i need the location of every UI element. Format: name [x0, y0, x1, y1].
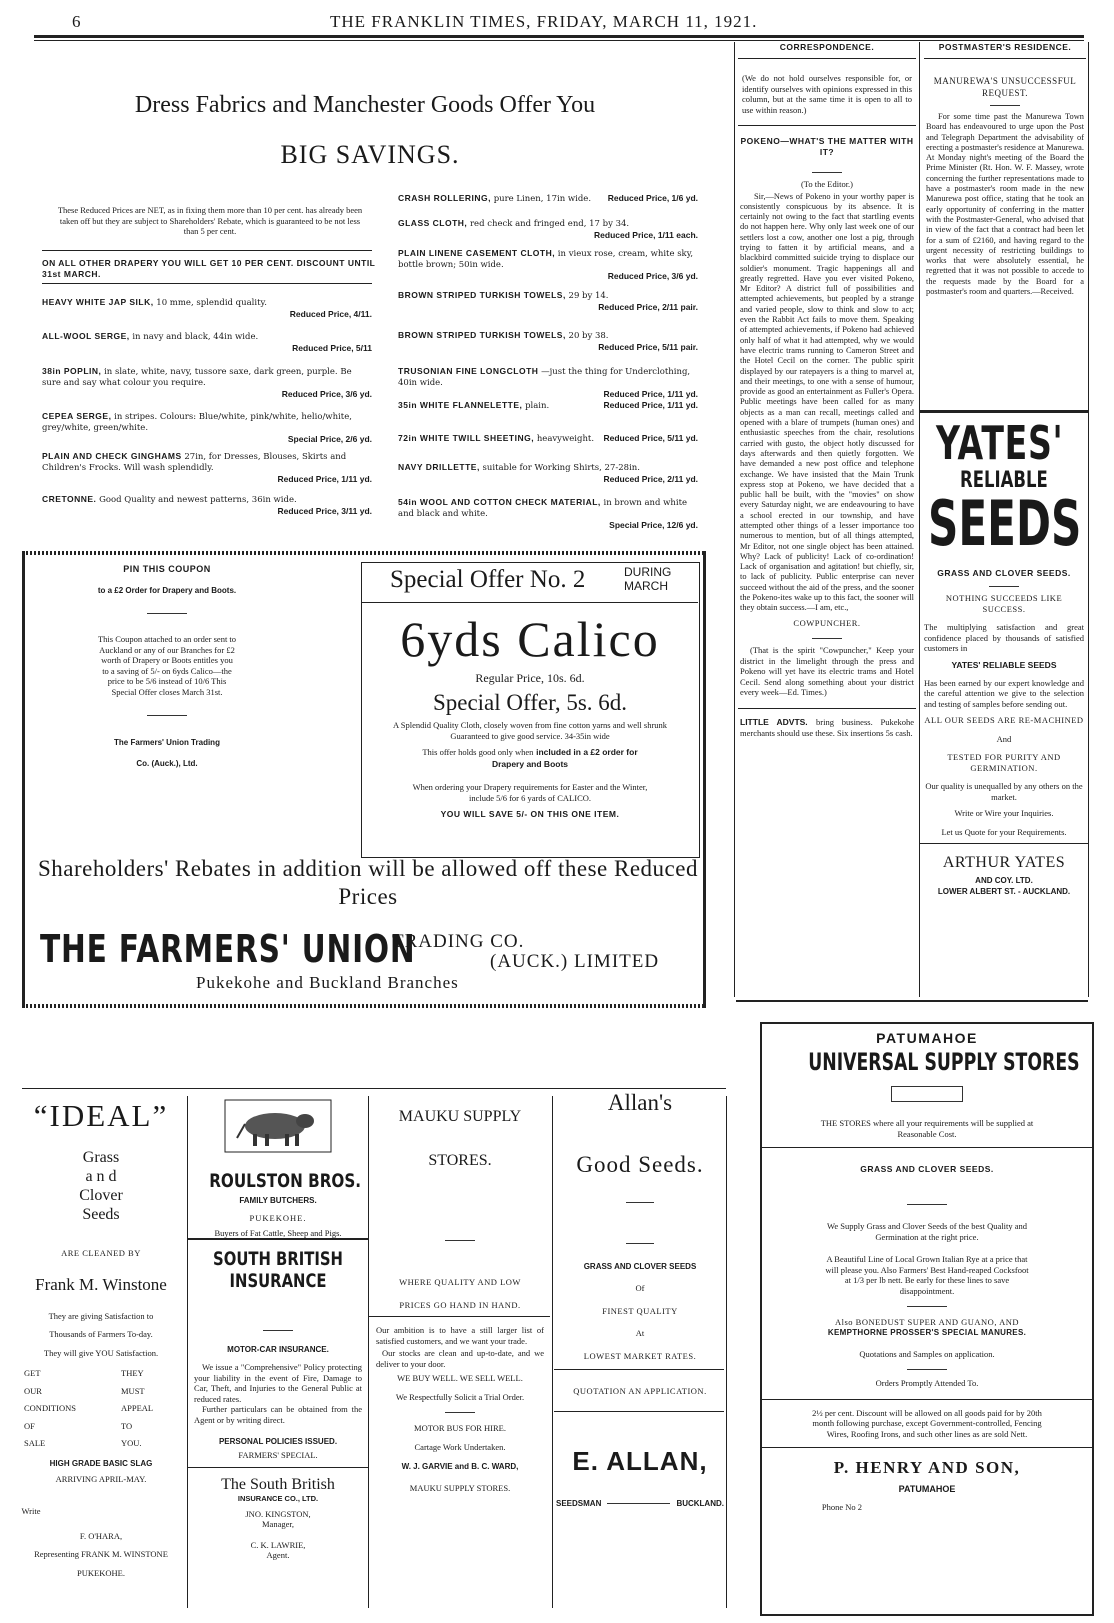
regular-price: Regular Price, 10s. 6d. — [475, 671, 585, 685]
testimonial-line: They will give YOU Satisfaction. — [43, 1347, 159, 1358]
correspondence-heading: CORRESPONDENCE. — [779, 42, 875, 52]
ordering-text: When ordering your Drapery requirements for Easter and the Winter, include 5/6 for 6 yards of CALICO. — [412, 782, 648, 803]
divider — [445, 1240, 475, 1241]
column-rule — [734, 42, 735, 997]
list-item: BROWN STRIPED TURKISH TOWELS, 29 by 14. Reduced Price, 2/11 pair. — [398, 290, 698, 312]
offer-description: A Splendid Quality Cloth, closely woven from fine cotton yarns and well shrunk Guaranteed to give good service. 34-35in wide — [392, 720, 668, 741]
grid-word: YOU. — [121, 1438, 142, 1448]
supply-text: We Supply Grass and Clover Seeds of the best Quality and Germination at the right price. — [827, 1221, 1027, 1242]
yates-logo-line1: YATES' — [936, 416, 1064, 470]
divider — [42, 283, 372, 284]
list-item: CRASH ROLLERING, pure Linen, 17in wide. Reduced Price, 1/6 yd. — [398, 193, 698, 204]
insurance-co: INSURANCE CO., LTD. — [237, 1493, 319, 1503]
holds-text-bold: included in a £2 order for — [536, 747, 638, 757]
winstone-name: Frank M. Winstone — [35, 1274, 167, 1294]
patumahoe-ad — [762, 1030, 1092, 1513]
yates-brand: YATES' RELIABLE SEEDS — [951, 659, 1057, 670]
right-item-list — [398, 193, 698, 530]
kempthorne-text: KEMPTHORNE PROSSER'S SPECIAL MANURES. — [827, 1327, 1027, 1337]
divider — [920, 410, 1088, 413]
masthead-rule-thin — [34, 40, 1084, 41]
divider — [907, 1369, 947, 1370]
divider — [147, 613, 187, 614]
divider — [762, 1447, 1092, 1448]
divider — [626, 1202, 654, 1203]
divider — [362, 602, 698, 603]
personal-policies: PERSONAL POLICIES ISSUED. — [218, 1437, 338, 1446]
roulston-trade: FAMILY BUTCHERS. — [239, 1196, 317, 1205]
seedsman: SEEDSMAN — [556, 1498, 602, 1508]
list-item: NAVY DRILLETTE, suitable for Working Shirts, 27-28in. Reduced Price, 2/11 yd. — [398, 462, 698, 484]
divider — [147, 715, 187, 716]
list-item: BROWN STRIPED TURKISH TOWELS, 20 by 38. Reduced Price, 5/11 pair. — [398, 330, 698, 352]
coupon — [42, 564, 292, 846]
divider — [736, 1000, 1088, 1002]
disclaimer: (We do not hold ourselves responsible for, or identify ourselves with opinions expressed in this column, but at the same time it is open to all to use within reason.) — [742, 73, 912, 115]
list-item: CRETONNE. Good Quality and newest patterns, 36in wide. Reduced Price, 3/11 yd. — [42, 494, 372, 516]
roulston-ad — [192, 1098, 364, 1238]
list-item: 54in WOOL AND COTTON CHECK MATERIAL, in brown and white and black and white. Special Price, 12/6 yd. — [398, 497, 698, 530]
list-item: CEPEA SERGE, in stripes. Colours: Blue/white, pink/white, helio/white, grey/white, green/white. Special Price, 2/6 yd. — [42, 411, 372, 444]
calico-heading: 6yds Calico — [400, 611, 660, 667]
postmaster-subheading: MANUREWA'S UNSUCCESSFUL REQUEST. — [933, 76, 1077, 98]
divider — [920, 843, 1088, 844]
list-item: 35in WHITE FLANNELETTE, plain. Reduced Price, 1/11 yd. — [398, 400, 698, 411]
testimonial-line: Thousands of Farmers To-day. — [49, 1329, 153, 1339]
grid-word: OUR — [24, 1385, 42, 1396]
manager-name: JNO. KINGSTON, — [245, 1508, 311, 1519]
multiplying-text: The multiplying satisfaction and great confidence placed by thousands of satisfied customers in — [924, 622, 1084, 653]
divider — [738, 125, 916, 126]
list-item: 38in POPLIN, in slate, white, navy, tussore saxe, dark green, purple. Be sure and say what colour you require. Reduced Price, 3/6 yd. — [42, 366, 372, 399]
ideal-place: PUKEKOHE. — [77, 1567, 125, 1578]
grid-word: THEY — [121, 1368, 144, 1378]
coupon-signature: The Farmers' Union Trading — [114, 738, 220, 747]
allan-at: At — [635, 1328, 645, 1338]
grid-word: SALE — [24, 1438, 46, 1448]
insurance-body: We issue a "Comprehensive" Policy protecting your liability in the event of Fire, Damage to Car, Theft, and Injuries to the General Public at reduced rates. — [194, 1362, 362, 1404]
allan-finest: FINEST QUALITY — [602, 1305, 678, 1316]
where-line: PRICES GO HAND IN HAND. — [399, 1299, 521, 1310]
write-text: Write — [21, 1506, 41, 1516]
divider — [924, 58, 1086, 59]
ornament — [891, 1086, 963, 1102]
henry-name: P. HENRY AND SON, — [833, 1458, 1021, 1477]
yates-grass-heading: GRASS AND CLOVER SEEDS. — [937, 568, 1071, 578]
column-rule — [726, 1096, 727, 1608]
motor-heading: MOTOR-CAR INSURANCE. — [227, 1345, 329, 1354]
left-item-list — [42, 297, 372, 520]
divider — [907, 1204, 947, 1205]
quality-text: Our quality is unequalled by any others on the market. — [925, 781, 1083, 802]
ideal-ad — [16, 1098, 186, 1578]
stocks-text: Our stocks are clean and up-to-date, and we deliver to your door. — [376, 1348, 544, 1369]
divider — [368, 1316, 550, 1317]
cartage-text: Cartage Work Undertaken. — [414, 1441, 506, 1452]
discount-text: ON ALL OTHER DRAPERY YOU WILL GET 10 PER CENT. DISCOUNT UNTIL 31st MARCH. — [42, 258, 376, 279]
to-editor: (To the Editor.) — [800, 179, 854, 189]
henry-place: PATUMAHOE — [898, 1484, 956, 1494]
masthead-title: THE FRANKLIN TIMES, FRIDAY, MARCH 11, 1921. — [330, 12, 758, 31]
little-advts-heading: LITTLE ADVTS. — [740, 716, 808, 727]
list-item: ALL-WOOL SERGE, in navy and black, 44in wide. Reduced Price, 5/11 — [42, 331, 372, 353]
patumahoe-title: PATUMAHOE — [876, 1030, 978, 1046]
ideal-grid — [24, 1368, 182, 1449]
little-advts-body: bring business. Pukekohe merchants should use these. Six insertions 5s cash. — [740, 716, 914, 739]
grid-word: MUST — [121, 1385, 145, 1396]
holds-text: This offer holds good only when — [422, 747, 534, 757]
remachined-text: ALL OUR SEEDS ARE RE-MACHINED — [924, 715, 1084, 725]
masthead — [30, 6, 1100, 31]
universal-supply-stores: UNIVERSAL SUPPLY STORES — [808, 1048, 1080, 1076]
italian-rye-text: A Beautiful Line of Local Grown Italian Rye at a price that will please you. Also Farmers' Best Hand-reaped Cocksfoot at 1/3 per lb nett. Be early for these lines to save disappointment. — [825, 1254, 1029, 1296]
agent-name: C. K. LAWRIE, — [250, 1539, 306, 1550]
ohara-name: F. O'HARA, — [79, 1530, 123, 1541]
yates-ad — [920, 418, 1088, 896]
list-item: PLAIN LINENE CASEMENT CLOTH, in vieux rose, cream, white sky, bottle brown; 50in wide. Reduced Price, 3/6 yd. — [398, 248, 698, 281]
divider — [22, 1088, 726, 1089]
stores-intro: THE STORES where all your requirements will be supplied at Reasonable Cost. — [820, 1118, 1034, 1139]
ideal-line: Clover — [79, 1187, 123, 1204]
yates-address: LOWER ALBERT ST. - AUCKLAND. — [937, 887, 1071, 896]
allan-name: E. ALLAN, — [572, 1445, 708, 1476]
save-text: YOU WILL SAVE 5/- ON THIS ONE ITEM. — [440, 809, 620, 819]
column-rule — [552, 1096, 553, 1608]
arriving-text: ARRIVING APRIL-MAY. — [55, 1473, 147, 1484]
branches: Pukekohe and Buckland Branches — [196, 973, 459, 992]
border-left — [22, 551, 25, 1008]
intro-text: These Reduced Prices are NET, as in fixing them more than 10 per cent. has already been taken off but they are subject to Shareholders' Rebate, which is guaranteed to be not less than 5 per cent. — [57, 205, 363, 236]
buy-sell-text: WE BUY WELL. WE SELL WELL. — [397, 1373, 523, 1383]
editor-note: (That is the spirit "Cowpuncher," Keep your district in the limelight through the press and Pokeno will yet have its electric trams and Hotel Cecil. Send along something about your district every week—Ed. Times.) — [740, 645, 914, 698]
cleaned-by: ARE CLEANED BY — [61, 1248, 141, 1258]
special-offer — [362, 564, 698, 819]
coupon-body: This Coupon attached to an order sent to Auckland or any of our Branches for £2 worth of Drapery or Boots entitles you to a saving of 5/- on 6yds Calico—the price to be 5/6 instead of 10/6 This Special Offer closes March 31st. — [97, 634, 237, 697]
buckland: BUCKLAND. — [676, 1498, 724, 1508]
roulston-name: ROULSTON BROS. — [209, 1170, 362, 1192]
allan-lowest: LOWEST MARKET RATES. — [583, 1350, 697, 1361]
grid-word: TO — [121, 1420, 133, 1431]
column-rule — [368, 1096, 369, 1608]
representing: Representing FRANK M. WINSTONE — [34, 1549, 168, 1559]
quote-text: Let us Quote for your Requirements. — [941, 826, 1067, 837]
list-item: HEAVY WHITE JAP SILK, 10 mme, splendid quality. Reduced Price, 4/11. — [42, 297, 372, 319]
divider — [738, 58, 916, 59]
divider — [554, 1369, 724, 1370]
ambition-text: Our ambition is to have a still larger list of satisfied customers, and we want your trade. — [376, 1325, 544, 1346]
list-item: GLASS CLOTH, red check and fringed end, 17 by 34. Reduced Price, 1/11 each. — [398, 218, 698, 240]
allan-grass: GRASS AND CLOVER SEEDS — [583, 1262, 697, 1271]
ideal-line: Grass — [82, 1149, 120, 1166]
solicit-text: We Respectfully Solicit a Trial Order. — [395, 1391, 525, 1402]
write-text: Write or Wire your Inquiries. — [954, 808, 1054, 818]
divider — [626, 1243, 654, 1244]
coupon-subtitle: to a £2 Order for Drapery and Boots. — [97, 586, 237, 595]
divider — [445, 1412, 475, 1413]
offer-price: Special Offer, 5s. 6d. — [432, 690, 628, 715]
yates-name: ARTHUR YATES — [942, 854, 1066, 871]
quotations-text: Quotations and Samples on application. — [859, 1348, 995, 1359]
basic-slag: HIGH GRADE BASIC SLAG — [49, 1458, 153, 1468]
roulston-place: PUKEKOHE. — [249, 1213, 307, 1223]
divider — [907, 1306, 947, 1307]
allan-of: Of — [635, 1283, 645, 1293]
divider — [990, 105, 1020, 106]
motor-bus: MOTOR BUS FOR HIRE. — [414, 1423, 506, 1433]
allan-ad — [556, 1090, 724, 1508]
allan-footer — [556, 1499, 724, 1508]
company-name: THE FARMERS' UNION — [40, 927, 416, 971]
mauku-title: MAUKU SUPPLY — [398, 1108, 522, 1125]
and-text: And — [996, 733, 1012, 744]
divider — [762, 1399, 1092, 1400]
yates-logo-line2: RELIABLE — [960, 468, 1048, 493]
during-label: DURING — [624, 565, 672, 579]
grid-word: APPEAL — [121, 1403, 154, 1413]
insurance-ad — [192, 1248, 364, 1561]
divider — [607, 1503, 670, 1504]
correspondence-column — [738, 42, 916, 740]
drapery-heading: Dress Fabrics and Manchester Goods Offer You — [134, 92, 596, 118]
agent-title: Agent. — [266, 1550, 290, 1560]
mauku-stores: STORES. — [428, 1152, 492, 1169]
nothing-succeeds: NOTHING SUCCEEDS LIKE SUCCESS. — [945, 593, 1063, 614]
good-seeds: Good Seeds. — [576, 1152, 704, 1177]
postmaster-body: For some time past the Manurewa Town Board has endeavoured to urge upon the Post and Telegraph Department the advisability of erecting a postmaster's residence at Manurewa. At Monday night's meeting of the Board the Prime Minister (Rt. Hon. W. F. Massey, wrote concerning the further representations made to have a postmaster's room made in the new Manurewa post office, stating that he took an early opportunity of conferring in the matter with the Postmaster-General, who advised that in view of the fact that a contract had been let for a sum of £2160, and having regard to the urgent necessity of restricting buildings to works that were absolutely essential, he regretted that it was not possible to accede to the requests made by the Board for a postmaster's room and quarters.—Received. — [926, 112, 1084, 297]
letter-subhead: POKENO—WHAT'S THE MATTER WITH IT? — [740, 136, 914, 157]
mauku-stores-footer: MAUKU SUPPLY STORES. — [409, 1483, 511, 1493]
yates-logo — [920, 418, 1088, 568]
masthead-rule — [34, 35, 1084, 38]
divider — [812, 638, 842, 639]
south-british-name: The South British — [221, 1475, 335, 1493]
where-line: WHERE QUALITY AND LOW — [399, 1277, 521, 1287]
divider — [188, 1238, 368, 1240]
insurance-further: Further particulars can be obtained from the Agent or by writing direct. — [194, 1404, 362, 1425]
rebates-heading: Shareholders' Rebates in addition will be allowed off these Reduced Prices — [38, 856, 698, 909]
auck-limited: (AUCK.) LIMITED — [490, 951, 660, 972]
coupon-signature-line2: Co. (Auck.), Ltd. — [136, 759, 198, 768]
divider — [263, 1330, 293, 1331]
big-savings-heading: BIG SAVINGS. — [280, 140, 460, 169]
divider — [188, 1467, 368, 1468]
letter-signature: COWPUNCHER. — [793, 617, 861, 628]
henry-phone: Phone No 2 — [821, 1502, 863, 1512]
postmaster-column — [924, 42, 1086, 297]
bonedust-text: Also BONEDUST SUPER AND GUANO, AND — [834, 1317, 1020, 1327]
testimonial-line: They are giving Satisfaction to — [48, 1310, 154, 1321]
hatched-border — [22, 551, 706, 555]
insurance-title: SOUTH BRITISH INSURANCE — [213, 1248, 343, 1292]
ideal-line: a n d — [85, 1168, 117, 1185]
yates-logo-line3: SEEDS — [928, 487, 1082, 560]
divider — [989, 586, 1019, 587]
farmers-special: FARMERS' SPECIAL. — [238, 1450, 318, 1460]
mauku-ad — [372, 1108, 548, 1494]
hatched-border — [22, 1004, 706, 1008]
march-label: MARCH — [624, 579, 668, 593]
divider — [738, 708, 916, 709]
allan-title: Allan's — [607, 1090, 673, 1115]
mauku-proprietors: W. J. GARVIE and B. C. WARD, — [401, 1462, 519, 1471]
trading-co: TRADING CO. — [392, 931, 525, 952]
divider — [42, 250, 372, 251]
bull-icon — [223, 1098, 333, 1154]
page-number: 6 — [72, 12, 82, 31]
divider — [554, 1411, 724, 1412]
discount-text: 2½ per cent. Discount will be allowed on all goods paid for by 20th month following purchase, except Government-controlled, Fencing Wires, Roofing Irons, and such other lines as are sold Nett. — [812, 1407, 1042, 1439]
list-item: 72in WHITE TWILL SHEETING, heavyweight. Reduced Price, 5/11 yd. — [398, 433, 698, 444]
special-offer-title: Special Offer No. 2 — [390, 566, 586, 593]
orders-text: Orders Promptly Attended To. — [875, 1378, 979, 1388]
divider — [762, 1147, 1092, 1148]
divider — [812, 172, 842, 173]
grid-word: OF — [24, 1420, 35, 1431]
yates-coy: AND COY. LTD. — [975, 876, 1033, 885]
grid-word: GET — [24, 1368, 41, 1378]
border-right — [703, 551, 706, 1008]
list-item: TRUSONIAN FINE LONGCLOTH —just the thing for Underclothing, 40in wide. Reduced Price, 1/11 yd. — [398, 366, 698, 399]
postmaster-heading: POSTMASTER'S RESIDENCE. — [938, 42, 1072, 52]
ideal-line: Seeds — [82, 1206, 120, 1223]
column-rule — [187, 1096, 188, 1608]
grid-word: CONDITIONS — [24, 1403, 76, 1413]
letter-body: Sir,—News of Pokeno in your worthy paper is consistently conspicuous by its absence. It is certainly not owing to the fact that startling events do not happen here. Why only last week one of our settlers lost a cow, another one lost a pig, through trying to fatten it by artificial means, and a blackbird committed suicide trying to displace our soldier's monument. Tragic happenings all and greatly regretted. Have you ever visited Pokeno, Mr Editor? A district full of possibilities and attempted achievements, but peopled by a strange and varied people, slow to think and slow to act; even the Rabbit Act fails to move them. Speaking of attempted achievements, if Pokeno had achieved only half of what it had attempted, why we would have electric trams running to Cameron Street and the Hotel Cecil on the corner. The public spirit displayed by our ratepayers is a thing to marvel at, and their meetings, to one with a sense of humour, provide as good an entertainment as Fuller's Opera. Public meetings have been called for as many objects as a man can recall, meetings called and opened with a blare of trumpets (human ones) and enthusiastic speeches from the chair, resolutions carried with gusto, the object hotly discussed for days afterwards and then quietly forgotten. We have demanded a new post office and telephone exchange. We have insisted that the Main Trunk express stop at Pokeno, we have decided that a public hall be built, with the "movies" on show every Saturday night, we are endeavouring to have a school erected in our township, and have attempted other things of a lesser importance too numerous to mention, but of all things attempted, Mr Editor, not one single object has been attained. Why? Lack of publicity! Lack of co-ordination! Lack of organisation and agitation! but chiefly, sir, to lack of publicity. Public enterprise can never succeed without the aid of the press, and the sooner the Pokeno-ites wake up to this fact, the sooner will they obtain success.—I am, etc., — [740, 191, 914, 613]
list-item: PLAIN AND CHECK GINGHAMS 27in, for Dresses, Blouses, Skirts and Children's Frocks. Will wash splendidly. Reduced Price, 1/11 yd. — [42, 451, 372, 484]
roulston-buyers: Buyers of Fat Cattle, Sheep and Pigs. — [214, 1227, 342, 1238]
earned-text: Has been earned by our expert knowledge and the careful attention we give to the selection and testing of samples before sending out. — [924, 677, 1084, 709]
holds-text-drapery: Drapery and Boots — [491, 758, 569, 769]
grass-clover-heading: GRASS AND CLOVER SEEDS. — [860, 1164, 994, 1174]
coupon-title: PIN THIS COUPON — [123, 564, 211, 574]
manager-title: Manager, — [262, 1519, 294, 1529]
tested-text: TESTED FOR PURITY AND GERMINATION. — [947, 752, 1061, 773]
ideal-title: “IDEAL” — [33, 1098, 169, 1133]
allan-quotation: QUOTATION AN APPLICATION. — [573, 1386, 707, 1396]
